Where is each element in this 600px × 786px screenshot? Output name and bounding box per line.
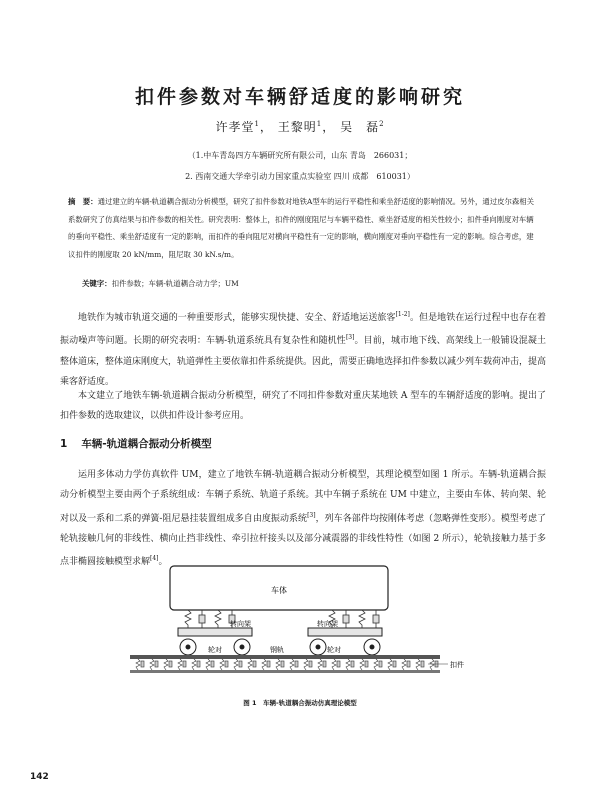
text-run: 。目前，城市地下线、高架线上一般铺设混凝土整体道床，整体道床刚度大，轨道弹性主要依靠扣件系统提供。因此，需要正确地选择扣件参数以减少列车载荷冲击，提高乘客舒适度。 xyxy=(60,336,547,387)
track-slab xyxy=(130,670,440,673)
text-run: 。但是地铁在运行过程中也存在着振动噪声等问题。长期的研究表明：车辆-轨道系统具有复杂性和随机性 xyxy=(60,313,546,347)
text-run: 地铁作为城市轨道交通的一种重要形式，能够实现快捷、安全、舒适地运送旅客 xyxy=(78,313,396,323)
fastener-spring xyxy=(262,659,266,670)
fastener-spring xyxy=(374,659,378,670)
secondary-suspension-left xyxy=(185,610,235,628)
fastener-spring xyxy=(388,659,392,670)
fastener-spring xyxy=(234,659,238,670)
fastener-damper xyxy=(337,661,340,667)
fastener-damper xyxy=(393,661,396,667)
intro-paragraph-2 xyxy=(60,386,546,427)
author-name: 王黎明 xyxy=(277,120,317,134)
fastener-damper xyxy=(323,661,326,667)
keywords-label: 关键字： xyxy=(82,279,112,288)
abstract xyxy=(68,193,538,263)
section-number: 1 xyxy=(60,438,68,450)
page-number: 142 xyxy=(30,772,49,782)
fastener-damper xyxy=(267,661,270,667)
section-title: 车辆-轨道耦合振动分析模型 xyxy=(81,438,212,450)
figure-caption: 图 1 车辆-轨道耦合振动仿真理论模型 xyxy=(243,699,357,707)
fastener-spring xyxy=(318,659,322,670)
fastener-row xyxy=(136,659,438,670)
fastener-damper xyxy=(295,661,298,667)
fastener-spring xyxy=(164,659,168,670)
author-affiliation-mark: 2 xyxy=(379,120,385,128)
fastener-damper xyxy=(155,661,158,667)
fastener-damper xyxy=(141,661,144,667)
fastener-damper xyxy=(365,661,368,667)
fastener-damper xyxy=(309,661,312,667)
author-name: 吴 磊 xyxy=(340,120,380,134)
fastener-spring xyxy=(220,659,224,670)
wheelset-label-left: 轮对 xyxy=(208,646,222,654)
fastener-label: 扣件 xyxy=(450,661,464,669)
fastener-spring xyxy=(332,659,336,670)
fastener-damper xyxy=(281,661,284,667)
fastener-spring xyxy=(136,659,140,670)
fastener-spring xyxy=(416,659,420,670)
keywords-text: 扣件参数；车辆-轨道耦合动力学；UM xyxy=(111,279,239,288)
rail-shape xyxy=(130,655,440,659)
citation: [3] xyxy=(345,334,355,342)
fastener-spring xyxy=(402,659,406,670)
fastener-damper xyxy=(183,661,186,667)
fastener-spring xyxy=(248,659,252,670)
fastener-damper xyxy=(225,661,228,667)
fastener-damper xyxy=(169,661,172,667)
fastener-damper xyxy=(379,661,382,667)
fastener-damper xyxy=(421,661,424,667)
fastener-damper xyxy=(253,661,256,667)
keywords xyxy=(82,278,538,289)
fastener-spring xyxy=(178,659,182,670)
bogie-frame-right xyxy=(308,628,382,636)
abstract-text: 通过建立的车辆-轨道耦合振动分析模型，研究了扣件参数对地铁A型车的运行平稳性和乘坐舒适度的影响情况。另外，通过皮尔森相关系数研究了仿真结果与扣件参数的相关性。研究表明：整体上，扣件的刚度阻尼与车辆平稳性、乘坐舒适度的相关性较小；扣件垂向刚度对车辆的垂向平稳性、乘坐舒适度有一定的影响，而扣件的垂向阻尼对横向平稳性有一定的影响，横向刚度对垂向平稳性有一定的影响。综合考虑，建议扣件的刚度取 20 kN/mm，阻尼取 30 kN.s/m。 xyxy=(68,197,535,259)
fastener-spring xyxy=(360,659,364,670)
fastener-damper xyxy=(239,661,242,667)
fastener-spring xyxy=(276,659,280,670)
fastener-spring xyxy=(346,659,350,670)
text-run: 运用多体动力学仿真软件 UM，建立了地铁车辆-轨道耦合振动分析模型，其理论模型如图 1 所示。车辆-轨道耦合振动分析模型主要由两个子系统组成：车辆子系统、轨道子系统。其中车辆子系统在 UM 中建立，主要由车体、转向架、轮对以及一系和二系的弹簧-阻尼悬挂装置组成多自由度振动系统 xyxy=(60,470,546,524)
car-body-label: 车体 xyxy=(271,586,287,595)
affiliation-2: 2. 西南交通大学牵引动力国家重点实验室 四川 成都 610031） xyxy=(185,172,415,181)
affiliation-1: （1.中车青岛四方车辆研究所有限公司，山东 青岛 266031； xyxy=(187,151,413,160)
wheelset-label-right: 轮对 xyxy=(327,646,341,654)
citation: [4] xyxy=(150,555,159,563)
rail-label: 钢轨 xyxy=(270,646,284,654)
bogie-frame-left xyxy=(178,628,252,636)
author-name: 许孝堂 xyxy=(215,120,255,134)
fastener-spring xyxy=(304,659,308,670)
fastener-damper xyxy=(197,661,200,667)
vehicle-track-model-figure xyxy=(110,564,490,694)
citation: [1-2] xyxy=(395,311,410,318)
citation: [3] xyxy=(307,511,316,519)
fastener-spring xyxy=(206,659,210,670)
intro-paragraph-1 xyxy=(60,305,546,392)
fastener-damper xyxy=(211,661,214,667)
abstract-label: 摘 要： xyxy=(68,197,98,206)
text-run: 本文建立了地铁车辆-轨道耦合振动分析模型，研究了不同扣件参数对重庆某地铁 A 型车的车辆舒适度的影响。提出了扣件参数的选取建议，以供扣件设计参考应用。 xyxy=(60,391,546,422)
author-list: 许孝堂$^1$， 王黎明$^1$， 吴 磊$^2$ xyxy=(215,120,385,134)
author-affiliation-mark: 1 xyxy=(254,120,260,128)
bogie-label-left: 转向架 xyxy=(230,620,251,628)
fastener-damper xyxy=(351,661,354,667)
fastener-spring xyxy=(150,659,154,670)
fastener-spring xyxy=(192,659,196,670)
section-1-paragraph xyxy=(60,465,546,572)
paper-title: 扣件参数对车辆舒适度的影响研究 xyxy=(134,86,465,108)
fastener-spring xyxy=(430,659,434,670)
author-affiliation-mark: 1 xyxy=(316,120,323,128)
section-heading xyxy=(60,436,212,451)
fastener-spring xyxy=(290,659,294,670)
text-run: 。 xyxy=(158,557,168,568)
bogie-label-right: 转向架 xyxy=(317,620,338,628)
text-run: ，列车各部件均按刚体考虑（忽略弹性变形）。模型考虑了轮轨接触几何的非线性、横向止挡非线性、牵引拉杆接头以及部分减震器的非线性特性（如图 2 所示），轮轨接触力基于多点非椭圆接触模型求解 xyxy=(60,513,546,568)
fastener-damper xyxy=(407,661,410,667)
